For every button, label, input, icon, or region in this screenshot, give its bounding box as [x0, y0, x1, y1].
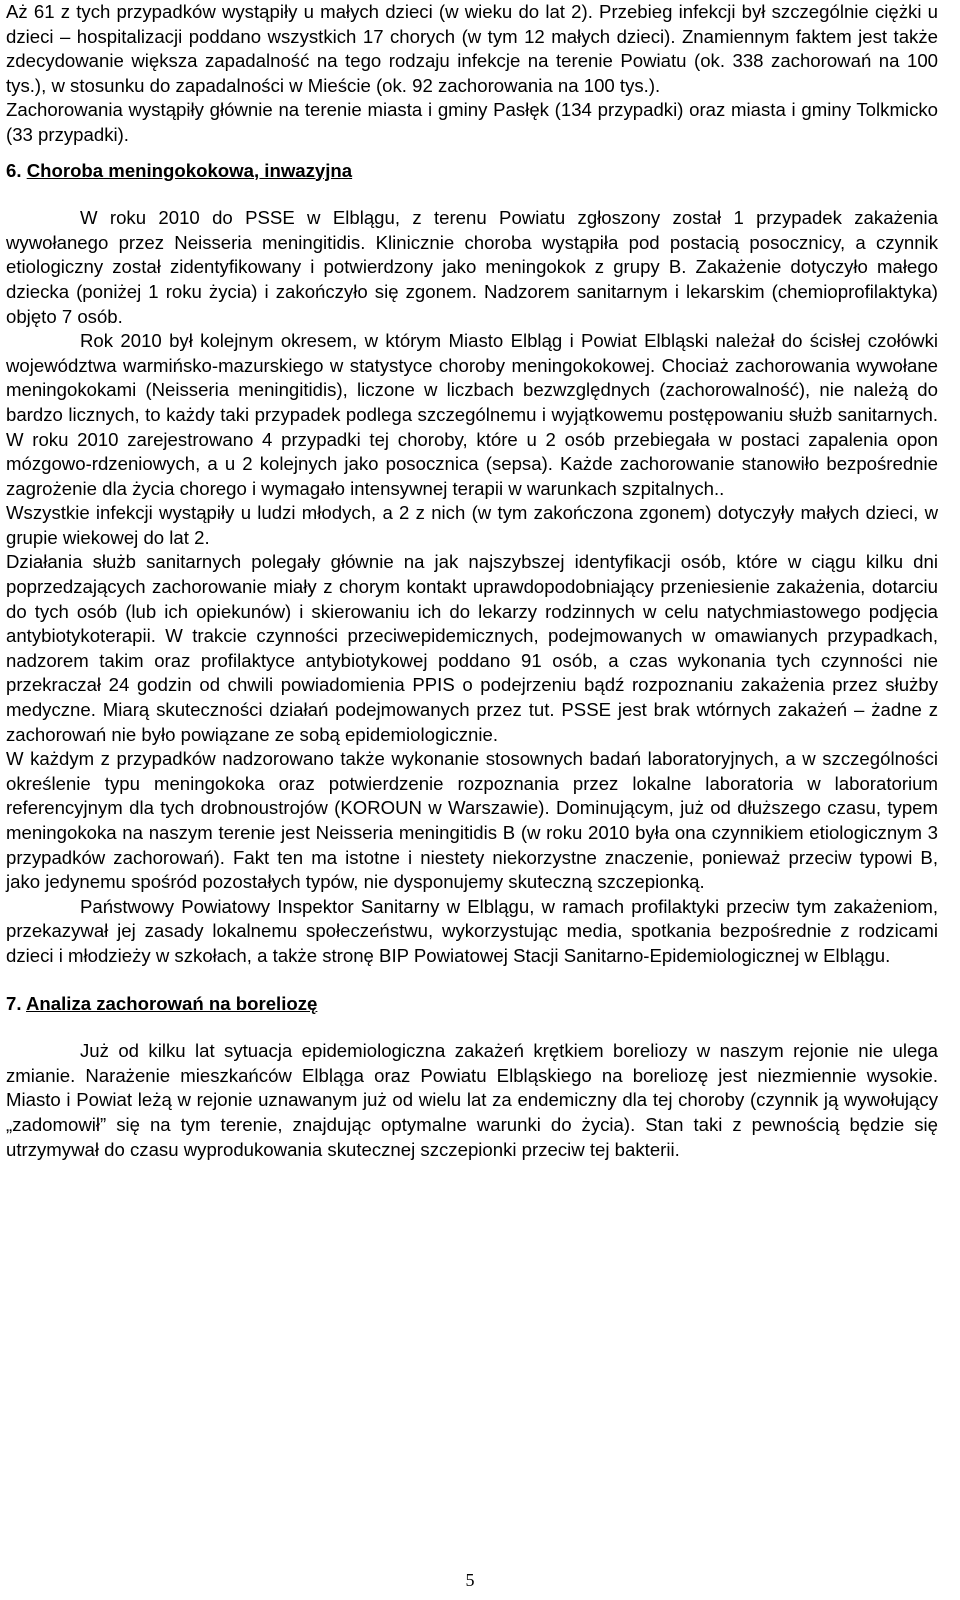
section-7-number: 7. — [6, 992, 22, 1014]
section-6-paragraph-6: Państwowy Powiatowy Inspektor Sanitarny w Elblągu, w ramach profilaktyki przeciw tym zakażeniom, przekazywał jej zasady lokalnemu społeczeństwu, wykorzystując media, spotkania bezpośrednie z rodzicami dzieci i młodzieży w szkołach, a także stronę BIP Powiatowej Stacji Sanitarno-Epidemiologicznej w Elblągu. — [6, 895, 938, 966]
section-6-paragraph-3: Wszystkie infekcji wystąpiły u ludzi młodych, a 2 z nich (w tym zakończona zgonem) dotyczyły małych dzieci, w grupie wiekowej do lat 2. — [6, 502, 938, 548]
intro-paragraph-2: Zachorowania wystąpiły głównie na terenie miasta i gminy Pasłęk (134 przypadki) oraz miasta i gminy Tolkmicko (33 przypadki). — [6, 99, 938, 145]
spacer — [6, 969, 938, 992]
page-number: 5 — [465, 1570, 475, 1590]
section-6-paragraph-5: W każdym z przypadków nadzorowano także wykonanie stosownych badań laboratoryjnych, a w szczególności określenie typu meningokoka oraz potwierdzenie rozpoznania przez lokalne laboratoria w laboratorium referencyjnym dla tych drobnoustrojów (KOROUN w Warszawie). Dominującym, już od dłuższego czasu, typem meningokoka na naszym terenie jest Neisseria meningitidis B (w roku 2010 była ona czynnikiem etiologicznym 3 przypadków zachorowań). Fakt ten ma istotne i niestety niekorzystne znaczenie, ponieważ przeciw typowi B, jako jedynemu spośród pozostałych typów, nie dysponujemy skuteczną szczepionką. — [6, 748, 938, 893]
section-6-title: Choroba meningokokowa, inwazyjna — [26, 159, 353, 181]
intro-paragraph-1: Aż 61 z tych przypadków wystąpiły u małych dzieci (w wieku do lat 2). Przebieg infekcji był szczególnie ciężki u dzieci – hospitalizacji poddano wszystkich 17 chorych (w tym 12 małych dzieci). Znamiennym faktem jest także zdecydowanie większa zapadalność na tego rodzaju infekcje na terenie Powiatu (ok. 338 zachorowań na 100 tys.), w stosunku do zapadalności w Mieście (ok. 92 zachorowania na 100 tys.). — [6, 1, 938, 96]
section-7-paragraph-1: Już od kilku lat sytuacja epidemiologiczna zakażeń krętkiem boreliozy w naszym rejonie nie ulega zmianie. Narażenie mieszkańców Elbląga oraz Powiatu Elbląskiego na boreliozę jest niezmiennie wysokie. Miasto i Powiat leżą w rejonie uznawanym już od wielu lat za endemiczny dla tej choroby (czynnik ją wywołujący „zadomowił” się na tym terenie, znajdując optymalne warunki do życia). Stan taki z pewnością będzie się utrzymywał do czasu wyprodukowania skutecznej szczepionki przeciw tej bakterii. — [6, 1040, 938, 1160]
section-6-paragraph-4: Działania służb sanitarnych polegały głównie na jak najszybszej identyfikacji osób, które w ciągu kilku dni poprzedzających zachorowanie miały z chorym kontakt uprawdopodobniający przeniesienie zakażenia, dotarciu do tych osób (lub ich opiekunów) i skierowaniu ich do lekarzy rodzinnych w celu natychmiastowego podjęcia antybiotykoterapii. W trakcie czynności przeciwepidemicznych, podejmowanych w omawianych przypadkach, nadzorem takim oraz profilaktyce antybiotykowej poddano 91 osób, a czas wykonania tych czynności nie przekraczał 24 godzin od chwili powiadomienia PPIS o podejrzeniu bądź rozpoznaniu zakażenia przez służby medyczne. Miarą skuteczności działań podejmowanych przez tut. PSSE jest brak wtórnych zakażeń – żadne z zachorowań nie było powiązane ze sobą epidemiologicznie. — [6, 551, 938, 745]
section-6-heading — [6, 159, 938, 184]
section-7-title: Analiza zachorowań na boreliozę — [26, 992, 318, 1014]
spacer — [6, 183, 938, 206]
section-6-paragraph-2: Rok 2010 był kolejnym okresem, w którym Miasto Elbląg i Powiat Elbląski należał do ścisłej czołówki województwa warmińsko-mazurskiego w statystyce choroby meningokokowej. Chociaż zachorowania wywołane meningokokami (Neisseria meningitidis), liczone w liczbach bezwzględnych (zachorowalność), nie należą do bardzo licznych, to każdy taki przypadek podlega szczególnemu i wyjątkowemu postępowaniu służb sanitarnych. W roku 2010 zarejestrowano 4 przypadki tej choroby, które u 2 osób przebiegała w postaci zapalenia opon mózgowo-rdzeniowych, a u 2 kolejnych jako posocznica (sepsa). Każde zachorowanie stanowiło bezpośrednie zagrożenie dla życia chorego i wymagało intensywnej terapii w warunkach szpitalnych.. — [6, 330, 938, 499]
section-6-paragraph-1: W roku 2010 do PSSE w Elblągu, z terenu Powiatu zgłoszony został 1 przypadek zakażenia wywołanego przez Neisseria meningitidis. Klinicznie choroba wystąpiła pod postacią posocznicy, a czynnik etiologiczny został zidentyfikowany i potwierdzony jako meningokok z grupy B. Zakażenie dotyczyło małego dziecka (poniżej 1 roku życia) i zakończyło się zgonem. Nadzorem sanitarnym i lekarskim (chemioprofilaktyka) objęto 7 osób. — [6, 207, 938, 327]
spacer — [6, 148, 938, 159]
section-7-heading — [6, 992, 938, 1017]
section-6-number: 6. — [6, 159, 22, 181]
spacer — [6, 1016, 938, 1039]
